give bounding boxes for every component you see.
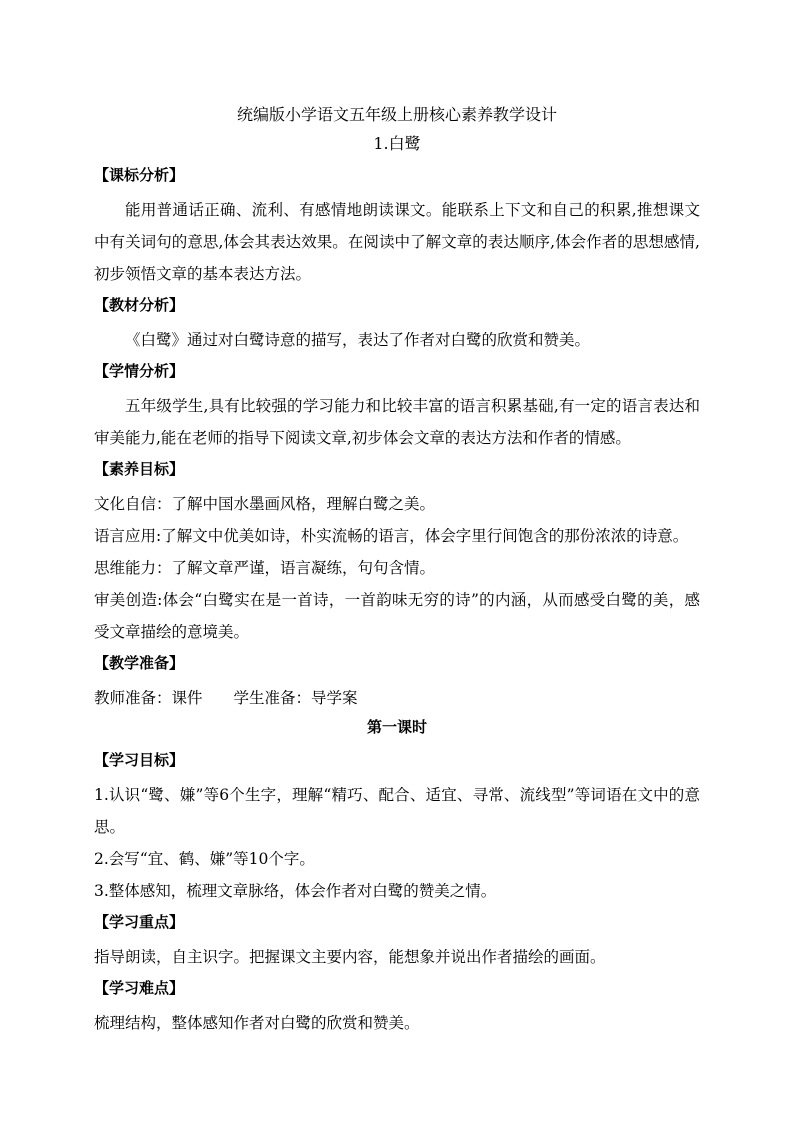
literacy-item: 语言应用:了解文中优美如诗，朴实流畅的语言，体会字里行间饱含的那份浓浓的诗意。 xyxy=(94,527,689,545)
curriculum-text: 能用普通话正确、流利、有感情地朗读课文。能联系上下文和自己的积累,推想课文中有关词句的意思,体会其表达效果。在阅读中了解文章的表达顺序,体会作者的思想感情,初步领悟文章的基本表达方法。 xyxy=(94,201,700,283)
literacy-heading: 【素养目标】 xyxy=(94,460,185,478)
document-body xyxy=(94,102,700,1039)
document-title: 统编版小学语文五年级上册核心素养教学设计 xyxy=(236,105,557,124)
curriculum-heading: 【课标分析】 xyxy=(94,166,185,184)
key-points-text: 指导朗读，自主识字。把握课文主要内容，能想象并说出作者描绘的画面。 xyxy=(94,948,606,966)
difficulties-text: 梳理结构，整体感知作者对白鹭的欣赏和赞美。 xyxy=(94,1014,420,1032)
literacy-item: 文化自信：了解中国水墨画风格，理解白鹭之美。 xyxy=(94,495,436,513)
goal-item: 1.认识“鹭、嫌”等6个生字，理解“精巧、配合、适宜、寻常、流线型”等词语在文中的意思。 xyxy=(94,786,700,836)
difficulties-heading: 【学习难点】 xyxy=(94,979,185,997)
students-text: 五年级学生,具有比较强的学习能力和比较丰富的语言积累基础,有一定的语言表达和审美能力,能在老师的指导下阅读文章,初步体会文章的表达方法和作者的情感。 xyxy=(94,397,700,447)
key-points-heading: 【学习重点】 xyxy=(94,913,185,931)
preparation-text: 教师准备：课件 学生准备：导学案 xyxy=(94,689,358,707)
lesson-title: 1.白鹭 xyxy=(373,134,421,153)
lesson-period-label: 第一课时 xyxy=(366,718,427,736)
goal-item: 2.会写“宜、鹤、嫌”等10个字。 xyxy=(94,850,315,868)
literacy-item: 审美创造:体会“白鹭实在是一首诗，一首韵味无穷的诗”的内涵，从而感受白鹭的美，感受文章描绘的意境美。 xyxy=(94,591,700,641)
textbook-heading: 【教材分析】 xyxy=(94,296,185,314)
students-heading: 【学情分析】 xyxy=(94,362,185,380)
literacy-item: 思维能力：了解文章严谨，语言凝练，句句含情。 xyxy=(94,559,436,577)
goals-heading: 【学习目标】 xyxy=(94,751,185,769)
textbook-text: 《白鹭》通过对白鹭诗意的描写，表达了作者对白鹭的欣赏和赞美。 xyxy=(125,331,591,349)
preparation-heading: 【教学准备】 xyxy=(94,654,185,672)
goal-item: 3.整体感知，梳理文章脉络，体会作者对白鹭的赞美之情。 xyxy=(94,882,497,900)
